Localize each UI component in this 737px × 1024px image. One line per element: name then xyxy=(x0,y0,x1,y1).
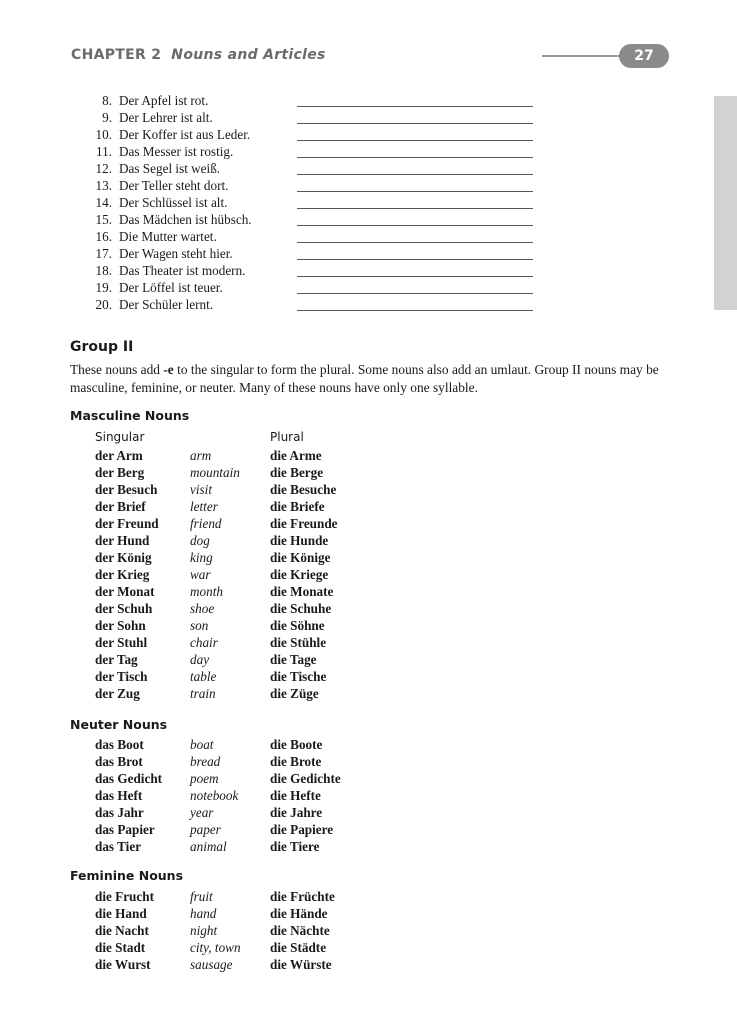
singular-form: der Krieg xyxy=(95,567,150,582)
singular-form: die Stadt xyxy=(95,940,146,955)
singular-form: der Monat xyxy=(95,584,155,599)
english-gloss: arm xyxy=(190,448,212,463)
english-gloss: fruit xyxy=(190,889,213,904)
plural-form: die Würste xyxy=(270,957,332,972)
singular-form: der Hund xyxy=(95,533,150,548)
exercise-number: 17. xyxy=(95,246,112,261)
plural-form: die Könige xyxy=(270,550,331,565)
exercise-sentence: Das Theater ist modern. xyxy=(119,263,246,278)
group-description-post: to the singular to form the plural. Some nouns also add an umlaut. Group II nouns may be masculine, feminine, or neuter. Many of these nouns have only one syllable. xyxy=(70,362,659,395)
singular-form: der König xyxy=(95,550,152,565)
chapter-label: CHAPTER 2 xyxy=(71,47,162,63)
answer-line[interactable] xyxy=(297,259,533,260)
answer-line[interactable] xyxy=(297,157,533,158)
singular-form: der Sohn xyxy=(95,618,146,633)
exercise-sentence: Das Segel ist weiß. xyxy=(119,161,221,176)
singular-form: der Berg xyxy=(95,465,145,480)
singular-form: der Brief xyxy=(95,499,146,514)
singular-form: der Stuhl xyxy=(95,635,148,650)
english-gloss: visit xyxy=(190,482,212,497)
answer-line[interactable] xyxy=(297,242,533,243)
exercise-number: 11. xyxy=(96,144,112,159)
section-title: Masculine Nouns xyxy=(70,408,190,423)
english-gloss: hand xyxy=(190,906,217,921)
plural-form: die Tage xyxy=(270,652,317,667)
group-description-ending: -e xyxy=(163,362,174,377)
singular-form: das Heft xyxy=(95,788,143,803)
english-gloss: animal xyxy=(190,839,227,854)
exercise-number: 20. xyxy=(95,297,112,312)
singular-form: der Freund xyxy=(95,516,159,531)
singular-form: das Gedicht xyxy=(95,771,163,786)
section-title: Neuter Nouns xyxy=(70,717,168,732)
english-gloss: king xyxy=(190,550,213,565)
answer-line[interactable] xyxy=(297,293,533,294)
plural-form: die Gedichte xyxy=(270,771,341,786)
exercise-sentence: Der Koffer ist aus Leder. xyxy=(119,127,251,142)
exercise-number: 8. xyxy=(102,93,112,108)
page-number: 27 xyxy=(619,44,669,68)
exercise-sentence: Der Schlüssel ist alt. xyxy=(119,195,228,210)
exercise-number: 14. xyxy=(95,195,112,210)
answer-line[interactable] xyxy=(297,106,533,107)
singular-form: das Brot xyxy=(95,754,143,769)
singular-form: der Tisch xyxy=(95,669,148,684)
chapter-header xyxy=(71,47,326,63)
singular-form: der Schuh xyxy=(95,601,153,616)
exercise-sentence: Der Löffel ist teuer. xyxy=(119,280,223,295)
plural-form: die Besuche xyxy=(270,482,337,497)
singular-form: das Boot xyxy=(95,737,144,752)
english-gloss: shoe xyxy=(190,601,215,616)
english-gloss: letter xyxy=(190,499,218,514)
plural-form: die Hände xyxy=(270,906,328,921)
singular-form: die Hand xyxy=(95,906,147,921)
plural-form: die Papiere xyxy=(270,822,334,837)
plural-form: die Berge xyxy=(270,465,324,480)
group-description-pre: These nouns add xyxy=(70,362,164,377)
plural-form: die Hunde xyxy=(270,533,329,548)
singular-form: das Tier xyxy=(95,839,142,854)
english-gloss: mountain xyxy=(190,465,240,480)
plural-form: die Brote xyxy=(270,754,322,769)
exercise-sentence: Der Apfel ist rot. xyxy=(119,93,209,108)
english-gloss: train xyxy=(190,686,216,701)
plural-header: Plural xyxy=(270,430,304,444)
plural-form: die Freunde xyxy=(270,516,338,531)
plural-form: die Arme xyxy=(270,448,322,463)
chapter-title: Nouns and Articles xyxy=(171,47,326,63)
plural-form: die Boote xyxy=(270,737,323,752)
plural-form: die Schuhe xyxy=(270,601,332,616)
english-gloss: year xyxy=(190,805,214,820)
answer-line[interactable] xyxy=(297,123,533,124)
english-gloss: table xyxy=(190,669,217,684)
english-gloss: bread xyxy=(190,754,221,769)
english-gloss: sausage xyxy=(190,957,233,972)
thumb-tab xyxy=(714,96,737,310)
exercise-number: 16. xyxy=(95,229,112,244)
singular-form: die Wurst xyxy=(95,957,151,972)
exercise-sentence: Der Lehrer ist alt. xyxy=(119,110,213,125)
answer-line[interactable] xyxy=(297,276,533,277)
singular-header: Singular xyxy=(95,430,145,444)
exercise-sentence: Das Messer ist rostig. xyxy=(119,144,234,159)
singular-form: der Tag xyxy=(95,652,138,667)
answer-line[interactable] xyxy=(297,174,533,175)
answer-line[interactable] xyxy=(297,191,533,192)
answer-line[interactable] xyxy=(297,140,533,141)
exercise-sentence: Die Mutter wartet. xyxy=(119,229,217,244)
english-gloss: paper xyxy=(190,822,221,837)
group-description xyxy=(70,361,675,396)
english-gloss: month xyxy=(190,584,223,599)
english-gloss: night xyxy=(190,923,218,938)
exercise-number: 12. xyxy=(95,161,112,176)
english-gloss: city, town xyxy=(190,940,241,955)
section-title: Feminine Nouns xyxy=(70,868,184,883)
singular-form: der Zug xyxy=(95,686,140,701)
english-gloss: boat xyxy=(190,737,214,752)
plural-form: die Tiere xyxy=(270,839,320,854)
singular-form: die Nacht xyxy=(95,923,149,938)
singular-form: das Papier xyxy=(95,822,155,837)
exercise-sentence: Das Mädchen ist hübsch. xyxy=(119,212,252,227)
exercise-number: 13. xyxy=(95,178,112,193)
plural-form: die Städte xyxy=(270,940,327,955)
english-gloss: war xyxy=(190,567,211,582)
exercise-sentence: Der Schüler lernt. xyxy=(119,297,214,312)
exercise-number: 15. xyxy=(95,212,112,227)
exercise-number: 19. xyxy=(95,280,112,295)
plural-form: die Tische xyxy=(270,669,327,684)
plural-form: die Monate xyxy=(270,584,334,599)
plural-form: die Hefte xyxy=(270,788,321,803)
singular-form: das Jahr xyxy=(95,805,144,820)
english-gloss: notebook xyxy=(190,788,239,803)
plural-form: die Jahre xyxy=(270,805,323,820)
exercise-number: 9. xyxy=(102,110,112,125)
plural-form: die Nächte xyxy=(270,923,330,938)
english-gloss: day xyxy=(190,652,210,667)
plural-form: die Briefe xyxy=(270,499,325,514)
answer-line[interactable] xyxy=(297,310,533,311)
singular-form: der Arm xyxy=(95,448,143,463)
plural-form: die Züge xyxy=(270,686,319,701)
plural-form: die Söhne xyxy=(270,618,325,633)
exercise-sentence: Der Wagen steht hier. xyxy=(119,246,233,261)
english-gloss: dog xyxy=(190,533,210,548)
english-gloss: poem xyxy=(190,771,219,786)
plural-form: die Früchte xyxy=(270,889,335,904)
exercise-sentence: Der Teller steht dort. xyxy=(119,178,229,193)
answer-line[interactable] xyxy=(297,208,533,209)
exercise-number: 18. xyxy=(95,263,112,278)
english-gloss: son xyxy=(190,618,209,633)
singular-form: der Besuch xyxy=(95,482,158,497)
english-gloss: chair xyxy=(190,635,218,650)
answer-line[interactable] xyxy=(297,225,533,226)
english-gloss: friend xyxy=(190,516,222,531)
exercise-number: 10. xyxy=(95,127,112,142)
plural-form: die Kriege xyxy=(270,567,329,582)
plural-form: die Stühle xyxy=(270,635,327,650)
singular-form: die Frucht xyxy=(95,889,154,904)
group-heading: Group II xyxy=(70,339,134,355)
